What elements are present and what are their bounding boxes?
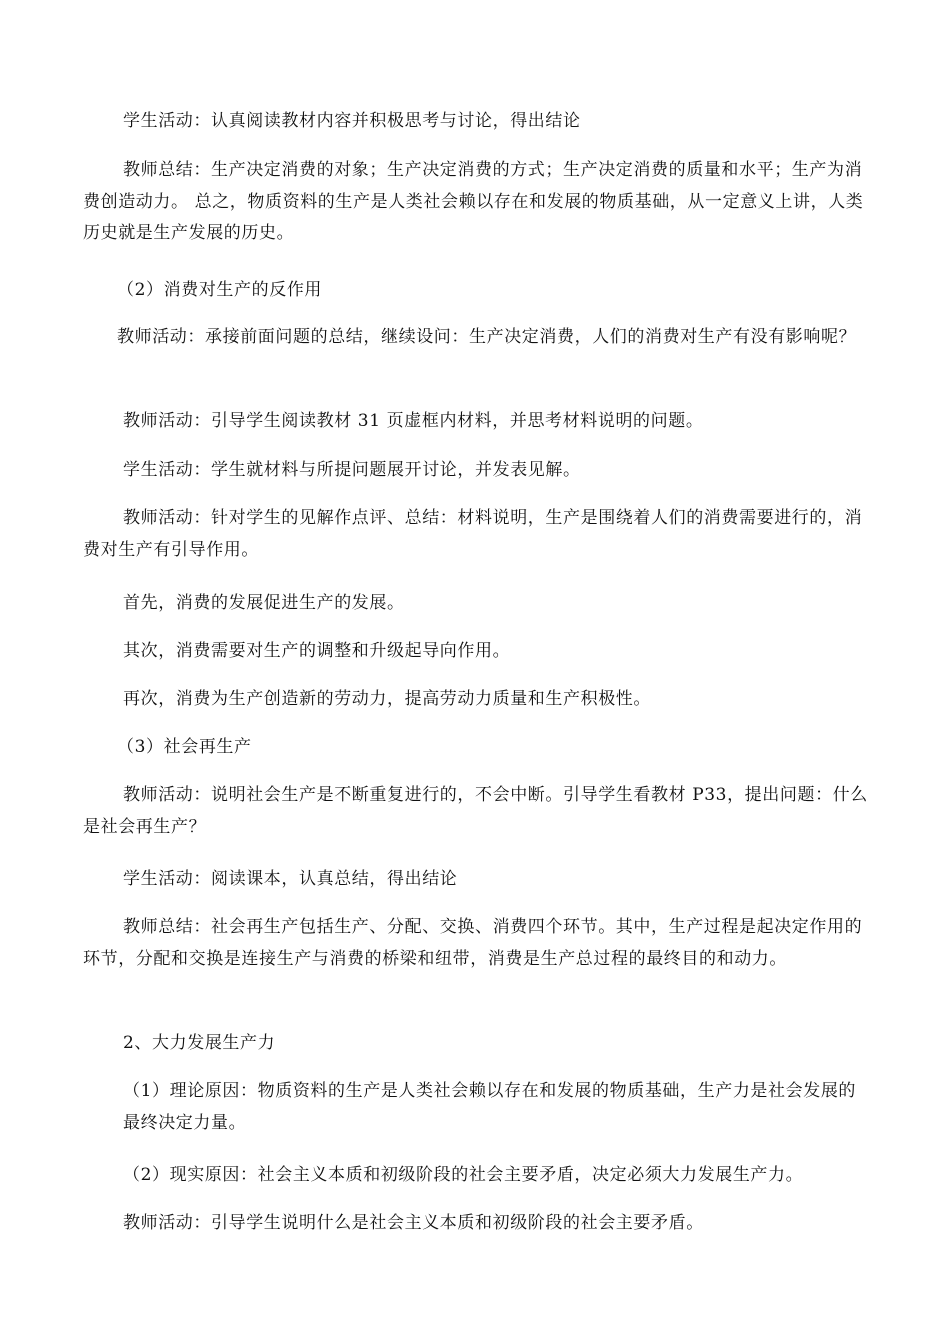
paragraph-teacher-activity-4: 教师活动：说明社会生产是不断重复进行的，不会中断。引导学生看教材 P33，提出问题：什么是社会再生产？ (83, 785, 868, 837)
paragraph-third: 再次，消费为生产创造新的劳动力，提高劳动力质量和生产积极性。 (123, 689, 651, 709)
paragraph-first: 首先，消费的发展促进生产的发展。 (123, 593, 405, 613)
paragraph-student-activity-1: 学生活动：认真阅读教材内容并积极思考与讨论，得出结论 (123, 111, 581, 131)
paragraph-student-activity-2: 学生活动：学生就材料与所提问题展开讨论，并发表见解。 (123, 460, 581, 480)
paragraph-teacher-activity-5: 教师活动：引导学生说明什么是社会主义本质和初级阶段的社会主要矛盾。 (123, 1213, 704, 1233)
section-heading-consumption-reaction: （2）消费对生产的反作用 (117, 280, 323, 300)
paragraph-teacher-summary-1: 教师总结：生产决定消费的对象；生产决定消费的方式；生产决定消费的质量和水平；生产为消费创造动力。 总之，物质资料的生产是人类社会赖以存在和发展的物质基础，从一定意义上讲，人类历史就是生产发展的历史。 (83, 160, 864, 243)
paragraph-student-activity-3: 学生活动：阅读课本，认真总结，得出结论 (123, 869, 458, 889)
paragraph-practical-reason: （2）现实原因：社会主义本质和初级阶段的社会主要矛盾，决定必须大力发展生产力。 (123, 1165, 804, 1185)
paragraph-teacher-summary-2: 教师总结：社会再生产包括生产、分配、交换、消费四个环节。其中，生产过程是起决定作用的环节，分配和交换是连接生产与消费的桥梁和纽带，消费是生产总过程的最终目的和动力。 (83, 917, 863, 969)
paragraph-teacher-activity-3: 教师活动：针对学生的见解作点评、总结：材料说明，生产是围绕着人们的消费需要进行的，消费对生产有引导作用。 (83, 508, 863, 560)
section-heading-develop-productivity: 2、大力发展生产力 (123, 1033, 276, 1053)
paragraph-theory-reason: （1）理论原因：物质资料的生产是人类社会赖以存在和发展的物质基础，生产力是社会发展的最终决定力量。 (123, 1081, 857, 1133)
paragraph-teacher-activity-2: 教师活动：引导学生阅读教材 31 页虚框内材料，并思考材料说明的问题。 (123, 411, 704, 431)
paragraph-teacher-activity-1: 教师活动：承接前面问题的总结，继续设问：生产决定消费，人们的消费对生产有没有影响呢？ (117, 327, 857, 347)
section-heading-social-reproduction: （3）社会再生产 (117, 737, 252, 757)
paragraph-second: 其次，消费需要对生产的调整和升级起导向作用。 (123, 641, 511, 661)
